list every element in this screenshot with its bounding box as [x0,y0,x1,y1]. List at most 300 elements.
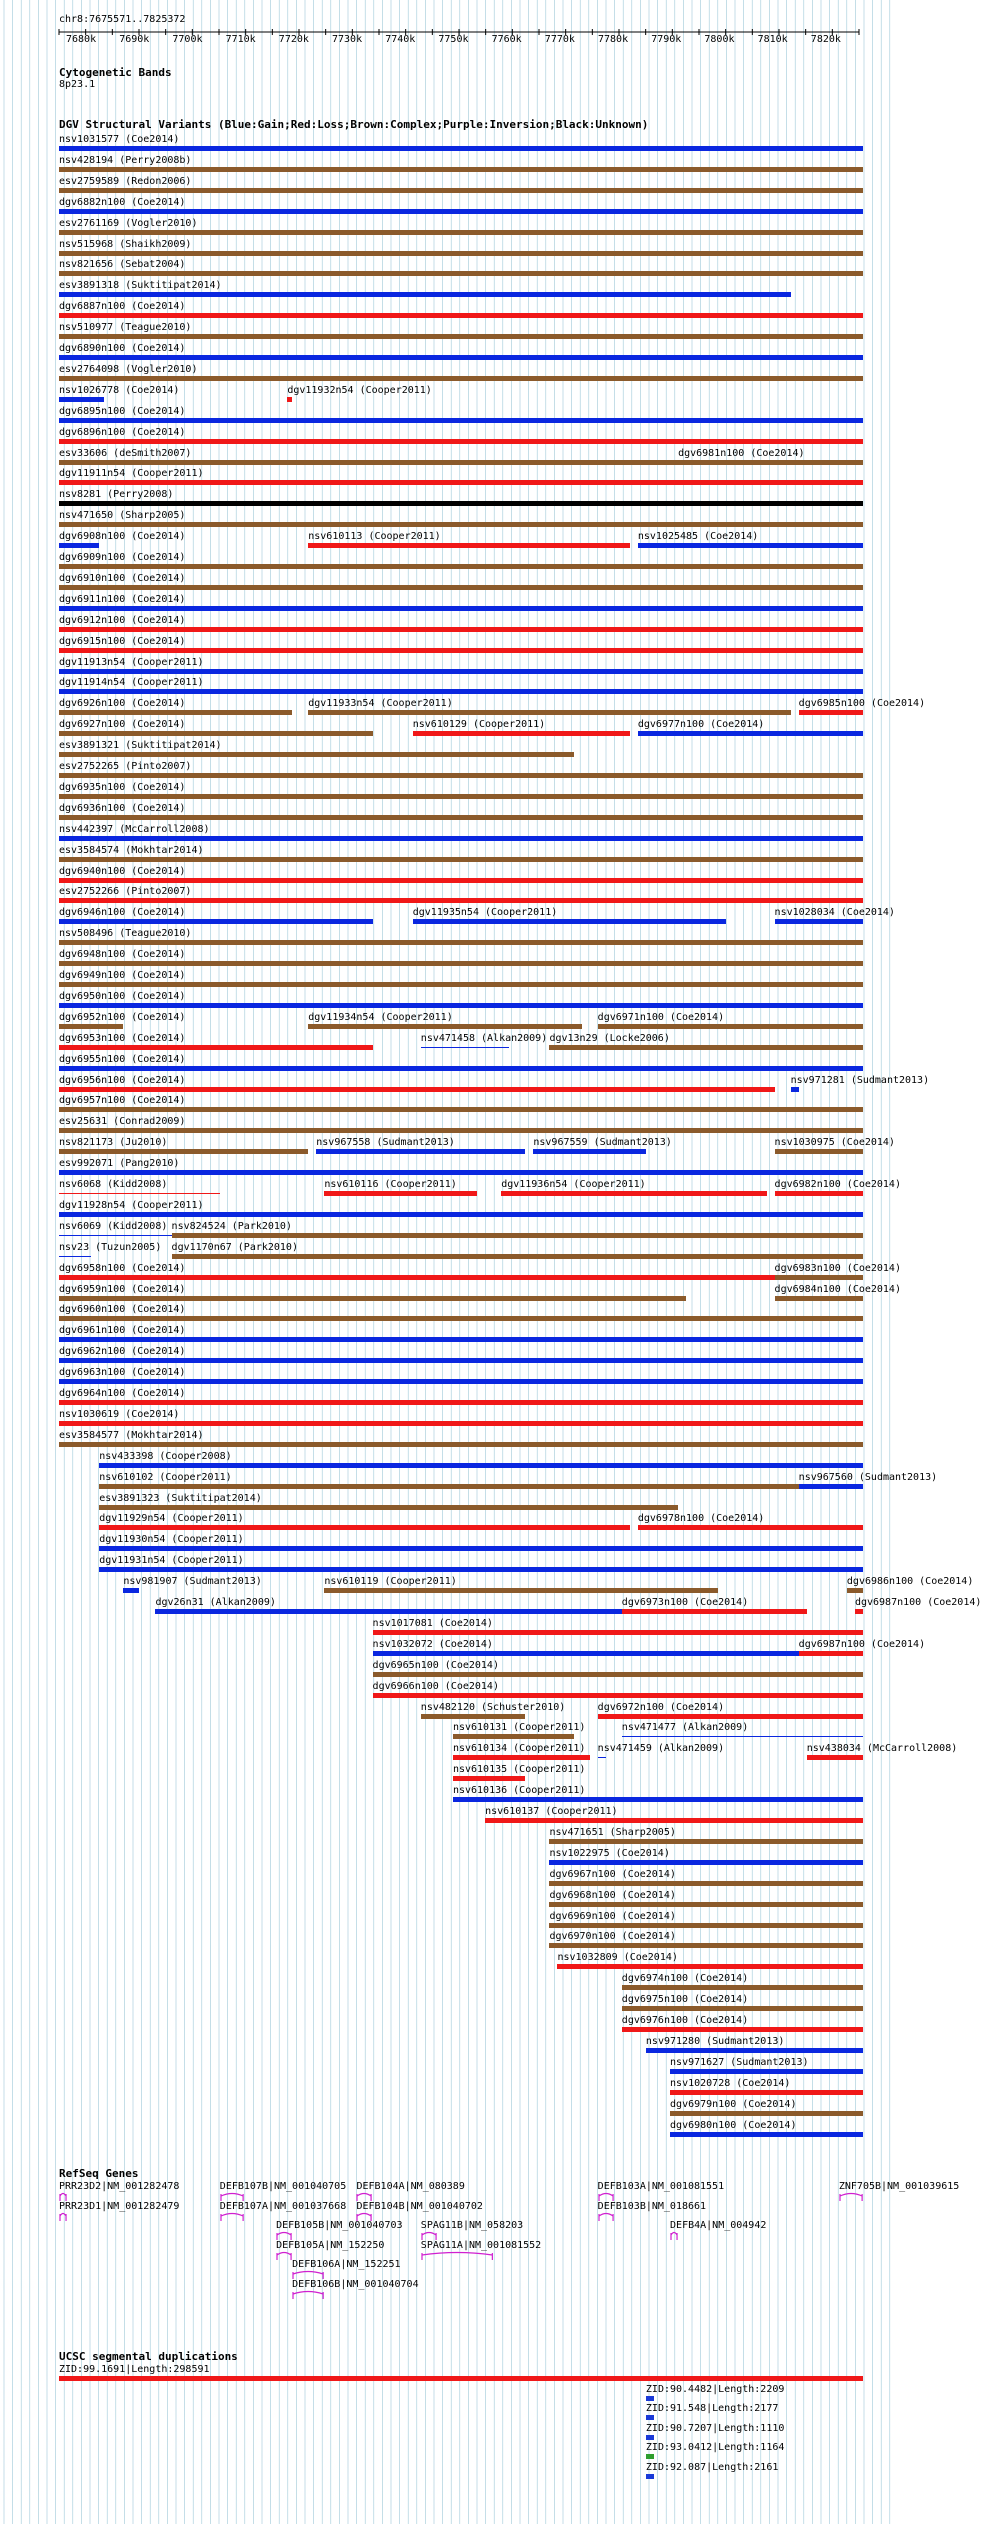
variant-bar[interactable] [59,627,863,632]
variant-bar[interactable] [638,731,863,736]
variant-label[interactable]: esv2759589 (Redon2006) [59,175,192,187]
segdup-label[interactable]: ZID:90.7207|Length:1110 [645,2422,785,2434]
variant-label[interactable]: nsv967560 (Sudmant2013) [798,1471,938,1483]
variant-label[interactable]: nsv610116 (Cooper2011) [324,1179,457,1190]
variant-bar[interactable] [123,1588,139,1593]
variant-label[interactable]: nsv610135 (Cooper2011) [452,1764,586,1776]
variant-label[interactable]: dgv6976n100 (Coe2014) [621,2015,749,2026]
variant-bar[interactable] [59,480,863,485]
variant-bar[interactable] [59,731,373,736]
variant-bar[interactable] [308,543,630,548]
variant-label[interactable]: esv2764098 (Vogler2010) [59,363,198,375]
segdup-bar[interactable] [646,2474,654,2479]
variant-label[interactable]: nsv610119 (Cooper2011) [324,1576,457,1588]
variant-label[interactable]: esv3891323 (Suktitipat2014) [99,1492,262,1504]
variant-bar[interactable] [59,1296,686,1301]
gene-model[interactable] [670,2231,682,2241]
variant-label[interactable]: dgv26n31 (Alkan2009) [155,1597,276,1608]
variant-bar[interactable] [99,1567,863,1572]
variant-bar[interactable] [59,313,863,318]
variant-bar[interactable] [59,418,863,423]
variant-label[interactable]: nsv1025485 (Coe2014) [637,531,759,543]
variant-bar[interactable] [59,501,863,506]
variant-label[interactable]: nsv610102 (Cooper2011) [99,1471,232,1483]
variant-label[interactable]: dgv11911n54 (Cooper2011) [59,468,204,480]
variant-bar[interactable] [549,1881,863,1886]
variant-bar[interactable] [59,1358,863,1363]
variant-label[interactable]: nsv971627 (Sudmant2013) [670,2056,809,2068]
gene-label[interactable]: ZNF705B|NM_001039615 [838,2181,960,2192]
variant-bar[interactable] [59,585,863,590]
variant-bar[interactable] [316,1149,525,1154]
variant-label[interactable]: dgv6915n100 (Coe2014) [59,635,186,647]
variant-bar[interactable] [59,376,863,381]
variant-label[interactable]: dgv6936n100 (Coe2014) [59,802,186,814]
variant-label[interactable]: dgv11930n54 (Cooper2011) [99,1534,244,1546]
variant-label[interactable]: nsv6069 (Kidd2008) [59,1220,168,1232]
gene-model[interactable] [598,2212,618,2222]
variant-label[interactable]: dgv11932n54 (Cooper2011) [287,384,432,396]
variant-bar[interactable] [59,898,863,903]
variant-label[interactable]: dgv6890n100 (Coe2014) [59,343,186,354]
variant-bar[interactable] [622,2027,863,2032]
gene-label[interactable]: DEFB107A|NM_001037668 [219,2200,347,2212]
variant-bar[interactable] [99,1525,630,1530]
gene-label[interactable]: DEFB103A|NM_001081551 [597,2181,725,2192]
variant-bar[interactable] [678,460,863,465]
variant-label[interactable]: nsv471458 (Alkan2009) [420,1032,548,1044]
segdup-label[interactable]: ZID:93.0412|Length:1164 [645,2442,785,2453]
variant-label[interactable]: dgv6955n100 (Coe2014) [59,1053,186,1065]
variant-label[interactable]: dgv11931n54 (Cooper2011) [99,1555,244,1567]
variant-label[interactable]: dgv6882n100 (Coe2014) [59,196,186,208]
gene-model[interactable] [59,2212,71,2222]
variant-bar[interactable] [775,1191,863,1196]
variant-bar[interactable] [549,1902,863,1907]
gene-label[interactable]: DEFB105B|NM_001040703 [276,2220,403,2231]
variant-bar[interactable] [799,710,863,715]
variant-bar[interactable] [59,648,863,653]
variant-label[interactable]: nsv1032072 (Coe2014) [372,1638,493,1650]
variant-bar[interactable] [324,1588,718,1593]
variant-bar[interactable] [59,188,863,193]
variant-bar[interactable] [59,1024,123,1029]
variant-label[interactable]: esv2752266 (Pinto2007) [59,886,192,898]
variant-bar[interactable] [670,2111,863,2116]
variant-bar[interactable] [775,1275,863,1280]
variant-label[interactable]: dgv6984n100 (Coe2014) [774,1283,901,1295]
variant-bar[interactable] [99,1484,863,1489]
gene-model[interactable] [421,2251,497,2261]
variant-bar[interactable] [59,815,863,820]
variant-label[interactable]: dgv6912n100 (Coe2014) [59,614,186,626]
variant-label[interactable]: esv2752265 (Pinto2007) [59,761,192,772]
variant-bar[interactable] [59,857,863,862]
variant-label[interactable]: nsv1017081 (Coe2014) [372,1617,493,1629]
variant-label[interactable]: nsv6068 (Kidd2008) [59,1179,168,1190]
gene-label[interactable]: DEFB106B|NM_001040704 [292,2278,419,2290]
variant-label[interactable]: nsv515968 (Shaikh2009) [59,238,192,250]
variant-bar[interactable] [59,773,863,778]
variant-bar[interactable] [59,355,863,360]
gene-label[interactable]: DEFB103B|NM_018661 [597,2200,707,2212]
variant-label[interactable]: nsv1026778 (Coe2014) [59,384,180,396]
variant-bar[interactable] [59,397,104,402]
variant-label[interactable]: dgv6977n100 (Coe2014) [637,719,765,731]
variant-bar[interactable] [59,961,863,966]
variant-bar[interactable] [373,1693,863,1698]
variant-bar[interactable] [598,1714,863,1719]
variant-label[interactable]: dgv6985n100 (Coe2014) [798,698,926,710]
variant-bar[interactable] [59,1128,863,1133]
variant-bar[interactable] [622,2006,863,2011]
variant-label[interactable]: dgv6979n100 (Coe2014) [670,2098,797,2110]
gene-label[interactable]: DEFB106A|NM_152251 [292,2259,401,2270]
variant-label[interactable]: dgv11913n54 (Cooper2011) [59,656,204,668]
variant-label[interactable]: nsv821173 (Ju2010) [59,1137,168,1149]
gene-label[interactable]: SPAG11B|NM_058203 [420,2220,524,2231]
variant-label[interactable]: nsv821656 (Sebat2004) [59,259,186,271]
variant-bar[interactable] [59,1003,863,1008]
variant-bar[interactable] [59,271,863,276]
variant-label[interactable]: dgv6964n100 (Coe2014) [59,1388,186,1399]
variant-bar[interactable] [59,1212,863,1217]
variant-bar[interactable] [59,522,863,527]
variant-bar[interactable] [638,543,863,548]
variant-label[interactable]: dgv6908n100 (Coe2014) [59,531,186,543]
variant-bar[interactable] [453,1776,525,1781]
segdup-label[interactable]: ZID:92.087|Length:2161 [645,2461,779,2473]
variant-bar[interactable] [622,1736,863,1737]
variant-label[interactable]: dgv6974n100 (Coe2014) [621,1973,749,1985]
variant-bar[interactable] [59,1442,863,1447]
variant-label[interactable]: nsv1022975 (Coe2014) [549,1847,670,1859]
variant-bar[interactable] [59,1045,373,1050]
variant-bar[interactable] [308,710,790,715]
variant-label[interactable]: dgv6910n100 (Coe2014) [59,572,186,584]
variant-bar[interactable] [453,1755,590,1760]
variant-label[interactable]: dgv6983n100 (Coe2014) [774,1262,901,1274]
refseq-title: RefSeq Genes [59,2167,139,2180]
segdup-label[interactable]: ZID:90.4482|Length:2209 [645,2383,785,2395]
variant-bar[interactable] [413,919,727,924]
variant-label[interactable]: dgv11936n54 (Cooper2011) [501,1179,646,1190]
variant-label[interactable]: nsv433398 (Cooper2008) [99,1450,232,1462]
variant-bar[interactable] [59,1316,863,1321]
variant-bar[interactable] [485,1818,863,1823]
variant-bar[interactable] [598,1024,863,1029]
variant-label[interactable]: dgv6911n100 (Coe2014) [59,593,186,605]
variant-label[interactable]: dgv6909n100 (Coe2014) [59,552,186,563]
gene-model[interactable] [839,2192,867,2202]
variant-bar[interactable] [622,1609,807,1614]
gene-structure [840,2194,862,2202]
variant-label[interactable]: dgv6965n100 (Coe2014) [372,1659,499,1671]
variant-bar[interactable] [59,669,863,674]
gene-model[interactable] [220,2212,248,2222]
variant-label[interactable]: esv2761169 (Vogler2010) [59,217,198,229]
variant-label[interactable]: dgv6927n100 (Coe2014) [59,719,186,731]
variant-label[interactable]: nsv1031577 (Coe2014) [59,134,180,145]
variant-label[interactable]: dgv6952n100 (Coe2014) [59,1011,186,1023]
variant-label[interactable]: dgv6960n100 (Coe2014) [59,1304,186,1316]
variant-bar[interactable] [622,1985,863,1990]
variant-bar[interactable] [549,1943,863,1948]
variant-label[interactable]: dgv6975n100 (Coe2014) [621,1994,749,2006]
variant-bar[interactable] [99,1546,863,1551]
variant-bar[interactable] [59,606,863,611]
variant-label[interactable]: nsv510977 (Teague2010) [59,322,192,334]
variant-label[interactable]: nsv610137 (Cooper2011) [485,1806,618,1817]
variant-label[interactable]: dgv6949n100 (Coe2014) [59,970,186,981]
variant-bar[interactable] [59,1066,863,1071]
variant-label[interactable]: dgv6982n100 (Coe2014) [774,1179,901,1190]
variant-label[interactable]: nsv471459 (Alkan2009) [597,1743,725,1755]
variant-bar[interactable] [775,1296,863,1301]
variant-label[interactable]: nsv23 (Tuzun2005) [59,1241,162,1253]
variant-bar[interactable] [59,564,863,569]
variant-bar[interactable] [324,1191,477,1196]
variant-bar[interactable] [59,1107,863,1112]
variant-bar[interactable] [59,543,99,548]
variant-bar[interactable] [533,1149,646,1154]
variant-bar[interactable] [847,1588,863,1593]
variant-bar[interactable] [172,1233,863,1238]
variant-label[interactable]: esv3891321 (Suktitipat2014) [59,740,222,752]
variant-label[interactable]: dgv6935n100 (Coe2014) [59,781,186,793]
segdup-bar[interactable] [646,2415,654,2420]
gene-label[interactable]: DEFB104B|NM_001040702 [356,2200,483,2212]
variant-bar[interactable] [287,397,292,402]
gene-label[interactable]: PRR23D1|NM_001282479 [59,2200,180,2212]
variant-label[interactable]: dgv6948n100 (Coe2014) [59,949,186,961]
variant-label[interactable]: nsv610134 (Cooper2011) [452,1743,586,1755]
variant-label[interactable]: nsv967558 (Sudmant2013) [316,1137,455,1149]
variant-label[interactable]: dgv6978n100 (Coe2014) [637,1513,765,1525]
variant-label[interactable]: dgv11933n54 (Cooper2011) [308,698,453,710]
gene-label[interactable]: DEFB105A|NM_152250 [276,2239,385,2251]
variant-bar[interactable] [59,1379,863,1384]
variant-bar[interactable] [59,1256,91,1257]
variant-label[interactable]: dgv6980n100 (Coe2014) [670,2119,797,2131]
variant-bar[interactable] [646,2048,863,2053]
variant-label[interactable]: nsv610131 (Cooper2011) [452,1722,586,1734]
variant-bar[interactable] [549,1045,863,1050]
variant-label[interactable]: nsv1030619 (Coe2014) [59,1408,180,1420]
variant-label[interactable]: dgv11928n54 (Cooper2011) [59,1199,204,1211]
variant-bar[interactable] [638,1525,863,1530]
variant-bar[interactable] [59,1170,863,1175]
variant-label[interactable]: dgv6969n100 (Coe2014) [549,1910,676,1922]
variant-label[interactable]: nsv471651 (Sharp2005) [549,1826,676,1838]
variant-bar[interactable] [59,146,863,151]
variant-label[interactable]: nsv610136 (Cooper2011) [452,1785,586,1797]
variant-bar[interactable] [549,1923,863,1928]
variant-bar[interactable] [59,710,292,715]
variant-bar[interactable] [59,292,791,297]
variant-bar[interactable] [598,1757,606,1758]
variant-label[interactable]: nsv428194 (Perry2008b) [59,154,192,166]
variant-bar[interactable] [557,1964,863,1969]
variant-bar[interactable] [59,439,863,444]
segdup-bar[interactable] [59,2376,863,2381]
variant-label[interactable]: dgv6953n100 (Coe2014) [59,1032,186,1044]
variant-label[interactable]: nsv967559 (Sudmant2013) [533,1137,672,1149]
variant-label[interactable]: esv992071 (Pang2010) [59,1158,180,1170]
variant-bar[interactable] [59,1235,180,1236]
variant-label[interactable]: nsv1032809 (Coe2014) [557,1952,678,1964]
variant-label[interactable]: dgv6940n100 (Coe2014) [59,865,186,877]
variant-bar[interactable] [59,794,863,799]
variant-label[interactable]: nsv471477 (Alkan2009) [621,1722,749,1734]
variant-label[interactable]: dgv11935n54 (Cooper2011) [412,907,558,919]
variant-bar[interactable] [155,1609,621,1614]
variant-label[interactable]: dgv6946n100 (Coe2014) [59,907,186,919]
variant-bar[interactable] [59,1400,863,1405]
variant-bar[interactable] [59,230,863,235]
variant-label[interactable]: dgv6966n100 (Coe2014) [372,1680,499,1692]
gene-model[interactable] [292,2290,328,2300]
variant-label[interactable]: esv33606 (deSmith2007) [59,447,192,459]
variant-bar[interactable] [373,1651,863,1656]
variant-label[interactable]: nsv610113 (Cooper2011) [308,531,441,543]
gene-label[interactable]: SPAG11A|NM_001081552 [420,2239,542,2251]
variant-bar[interactable] [59,689,863,694]
variant-label[interactable]: dgv6896n100 (Coe2014) [59,426,186,438]
variant-bar[interactable] [59,752,574,757]
variant-label[interactable]: nsv442397 (McCarroll2008) [59,823,210,835]
variant-bar[interactable] [59,982,863,987]
variant-label[interactable]: dgv11934n54 (Cooper2011) [308,1011,453,1023]
variant-label[interactable]: dgv6950n100 (Coe2014) [59,990,186,1002]
variant-label[interactable]: dgv6987n100 (Coe2014) [854,1597,981,1608]
variant-label[interactable]: dgv6962n100 (Coe2014) [59,1346,186,1358]
variant-label[interactable]: nsv1028034 (Coe2014) [774,907,895,919]
variant-bar[interactable] [99,1463,863,1468]
variant-bar[interactable] [59,940,863,945]
variant-label[interactable]: esv3584577 (Mokhtar2014) [59,1429,204,1441]
variant-bar[interactable] [775,919,863,924]
variant-bar[interactable] [59,1421,863,1426]
segdup-label[interactable]: ZID:99.1691|Length:298591 [59,2364,210,2375]
variant-bar[interactable] [855,1609,863,1614]
variant-label[interactable]: esv3584574 (Mokhtar2014) [59,844,204,856]
variant-label[interactable]: dgv6970n100 (Coe2014) [549,1931,676,1943]
variant-label[interactable]: dgv11929n54 (Cooper2011) [99,1513,244,1525]
variant-label[interactable]: dgv6895n100 (Coe2014) [59,405,186,417]
variant-label[interactable]: nsv971281 (Sudmant2013) [790,1074,930,1086]
gene-label[interactable]: DEFB104A|NM_080389 [356,2181,465,2192]
variant-label[interactable]: nsv981907 (Sudmant2013) [123,1576,262,1588]
variant-label[interactable]: dgv13n29 (Locke2006) [549,1032,670,1044]
variant-label[interactable]: esv25631 (Conrad2009) [59,1116,186,1128]
gene-label[interactable]: PRR23D2|NM_001282478 [59,2181,180,2192]
variant-bar[interactable] [799,1651,863,1656]
variant-bar[interactable] [799,1484,863,1489]
variant-bar[interactable] [373,1630,863,1635]
variant-label[interactable]: dgv6968n100 (Coe2014) [549,1889,676,1901]
variant-label[interactable]: dgv6956n100 (Coe2014) [59,1074,186,1086]
variant-bar[interactable] [453,1734,574,1739]
variant-bar[interactable] [59,878,863,883]
variant-label[interactable]: dgv6963n100 (Coe2014) [59,1367,186,1379]
variant-label[interactable]: dgv6887n100 (Coe2014) [59,301,186,313]
variant-bar[interactable] [59,334,863,339]
variant-bar[interactable] [59,1337,863,1342]
gene-label[interactable]: DEFB107B|NM_001040705 [219,2181,347,2192]
variant-label[interactable]: dgv6957n100 (Coe2014) [59,1095,186,1107]
variant-bar[interactable] [59,1193,220,1194]
variant-bar[interactable] [807,1755,863,1760]
variant-bar[interactable] [59,167,863,172]
segdup-bar[interactable] [646,2435,654,2440]
variant-bar[interactable] [670,2132,863,2137]
variant-bar[interactable] [308,1024,581,1029]
variant-bar[interactable] [59,209,863,214]
variant-bar[interactable] [172,1254,863,1259]
variant-bar[interactable] [373,1672,863,1677]
variant-bar[interactable] [549,1860,863,1865]
variant-label[interactable]: dgv6958n100 (Coe2014) [59,1262,186,1274]
variant-bar[interactable] [670,2090,863,2095]
variant-label[interactable]: dgv6971n100 (Coe2014) [597,1011,725,1023]
variant-bar[interactable] [59,1149,308,1154]
variant-label[interactable]: dgv6926n100 (Coe2014) [59,698,186,710]
variant-bar[interactable] [59,251,863,256]
variant-label[interactable]: nsv1030975 (Coe2014) [774,1137,895,1149]
variant-bar[interactable] [99,1505,678,1510]
variant-label[interactable]: dgv6959n100 (Coe2014) [59,1283,186,1295]
variant-label[interactable]: dgv1170n67 (Park2010) [171,1241,298,1253]
variant-bar[interactable] [59,919,373,924]
variant-bar[interactable] [501,1191,766,1196]
variant-label[interactable]: nsv610129 (Cooper2011) [412,719,546,731]
variant-bar[interactable] [59,1275,863,1280]
gene-label[interactable]: DEFB4A|NM_004942 [670,2220,767,2231]
variant-bar[interactable] [59,1087,775,1092]
variant-bar[interactable] [421,1714,526,1719]
variant-bar[interactable] [549,1839,863,1844]
variant-bar[interactable] [413,731,630,736]
variant-label[interactable]: dgv6981n100 (Coe2014) [678,447,805,459]
variant-bar[interactable] [453,1797,863,1802]
variant-label[interactable]: dgv6961n100 (Coe2014) [59,1325,186,1337]
variant-label[interactable]: nsv1020728 (Coe2014) [670,2077,791,2089]
variant-label[interactable]: nsv471650 (Sharp2005) [59,510,186,522]
segdup-bar[interactable] [646,2454,654,2459]
variant-bar[interactable] [791,1087,799,1092]
variant-label[interactable]: esv3891318 (Suktitipat2014) [59,280,222,292]
variant-label[interactable]: nsv438034 (McCarroll2008) [806,1743,958,1755]
variant-bar[interactable] [775,1149,863,1154]
variant-bar[interactable] [670,2069,863,2074]
variant-label[interactable]: nsv482120 (Schuster2010) [420,1701,566,1713]
variant-label[interactable]: nsv824524 (Park2010) [171,1220,292,1232]
variant-bar[interactable] [421,1047,509,1048]
variant-label[interactable]: dgv6987n100 (Coe2014) [798,1638,926,1650]
variant-label[interactable]: dgv11914n54 (Cooper2011) [59,677,204,689]
variant-label[interactable]: dgv6986n100 (Coe2014) [846,1576,974,1588]
variant-label[interactable]: dgv6973n100 (Coe2014) [621,1597,749,1608]
segdup-bar[interactable] [646,2396,654,2401]
variant-label[interactable]: dgv6972n100 (Coe2014) [597,1701,725,1713]
variant-label[interactable]: nsv8281 (Perry2008) [59,489,174,501]
segdup-label[interactable]: ZID:91.548|Length:2177 [645,2403,779,2414]
variant-bar[interactable] [59,836,863,841]
variant-label[interactable]: nsv508496 (Teague2010) [59,928,192,940]
variant-label[interactable]: dgv6967n100 (Coe2014) [549,1868,676,1880]
variant-label[interactable]: nsv971280 (Sudmant2013) [645,2035,785,2047]
